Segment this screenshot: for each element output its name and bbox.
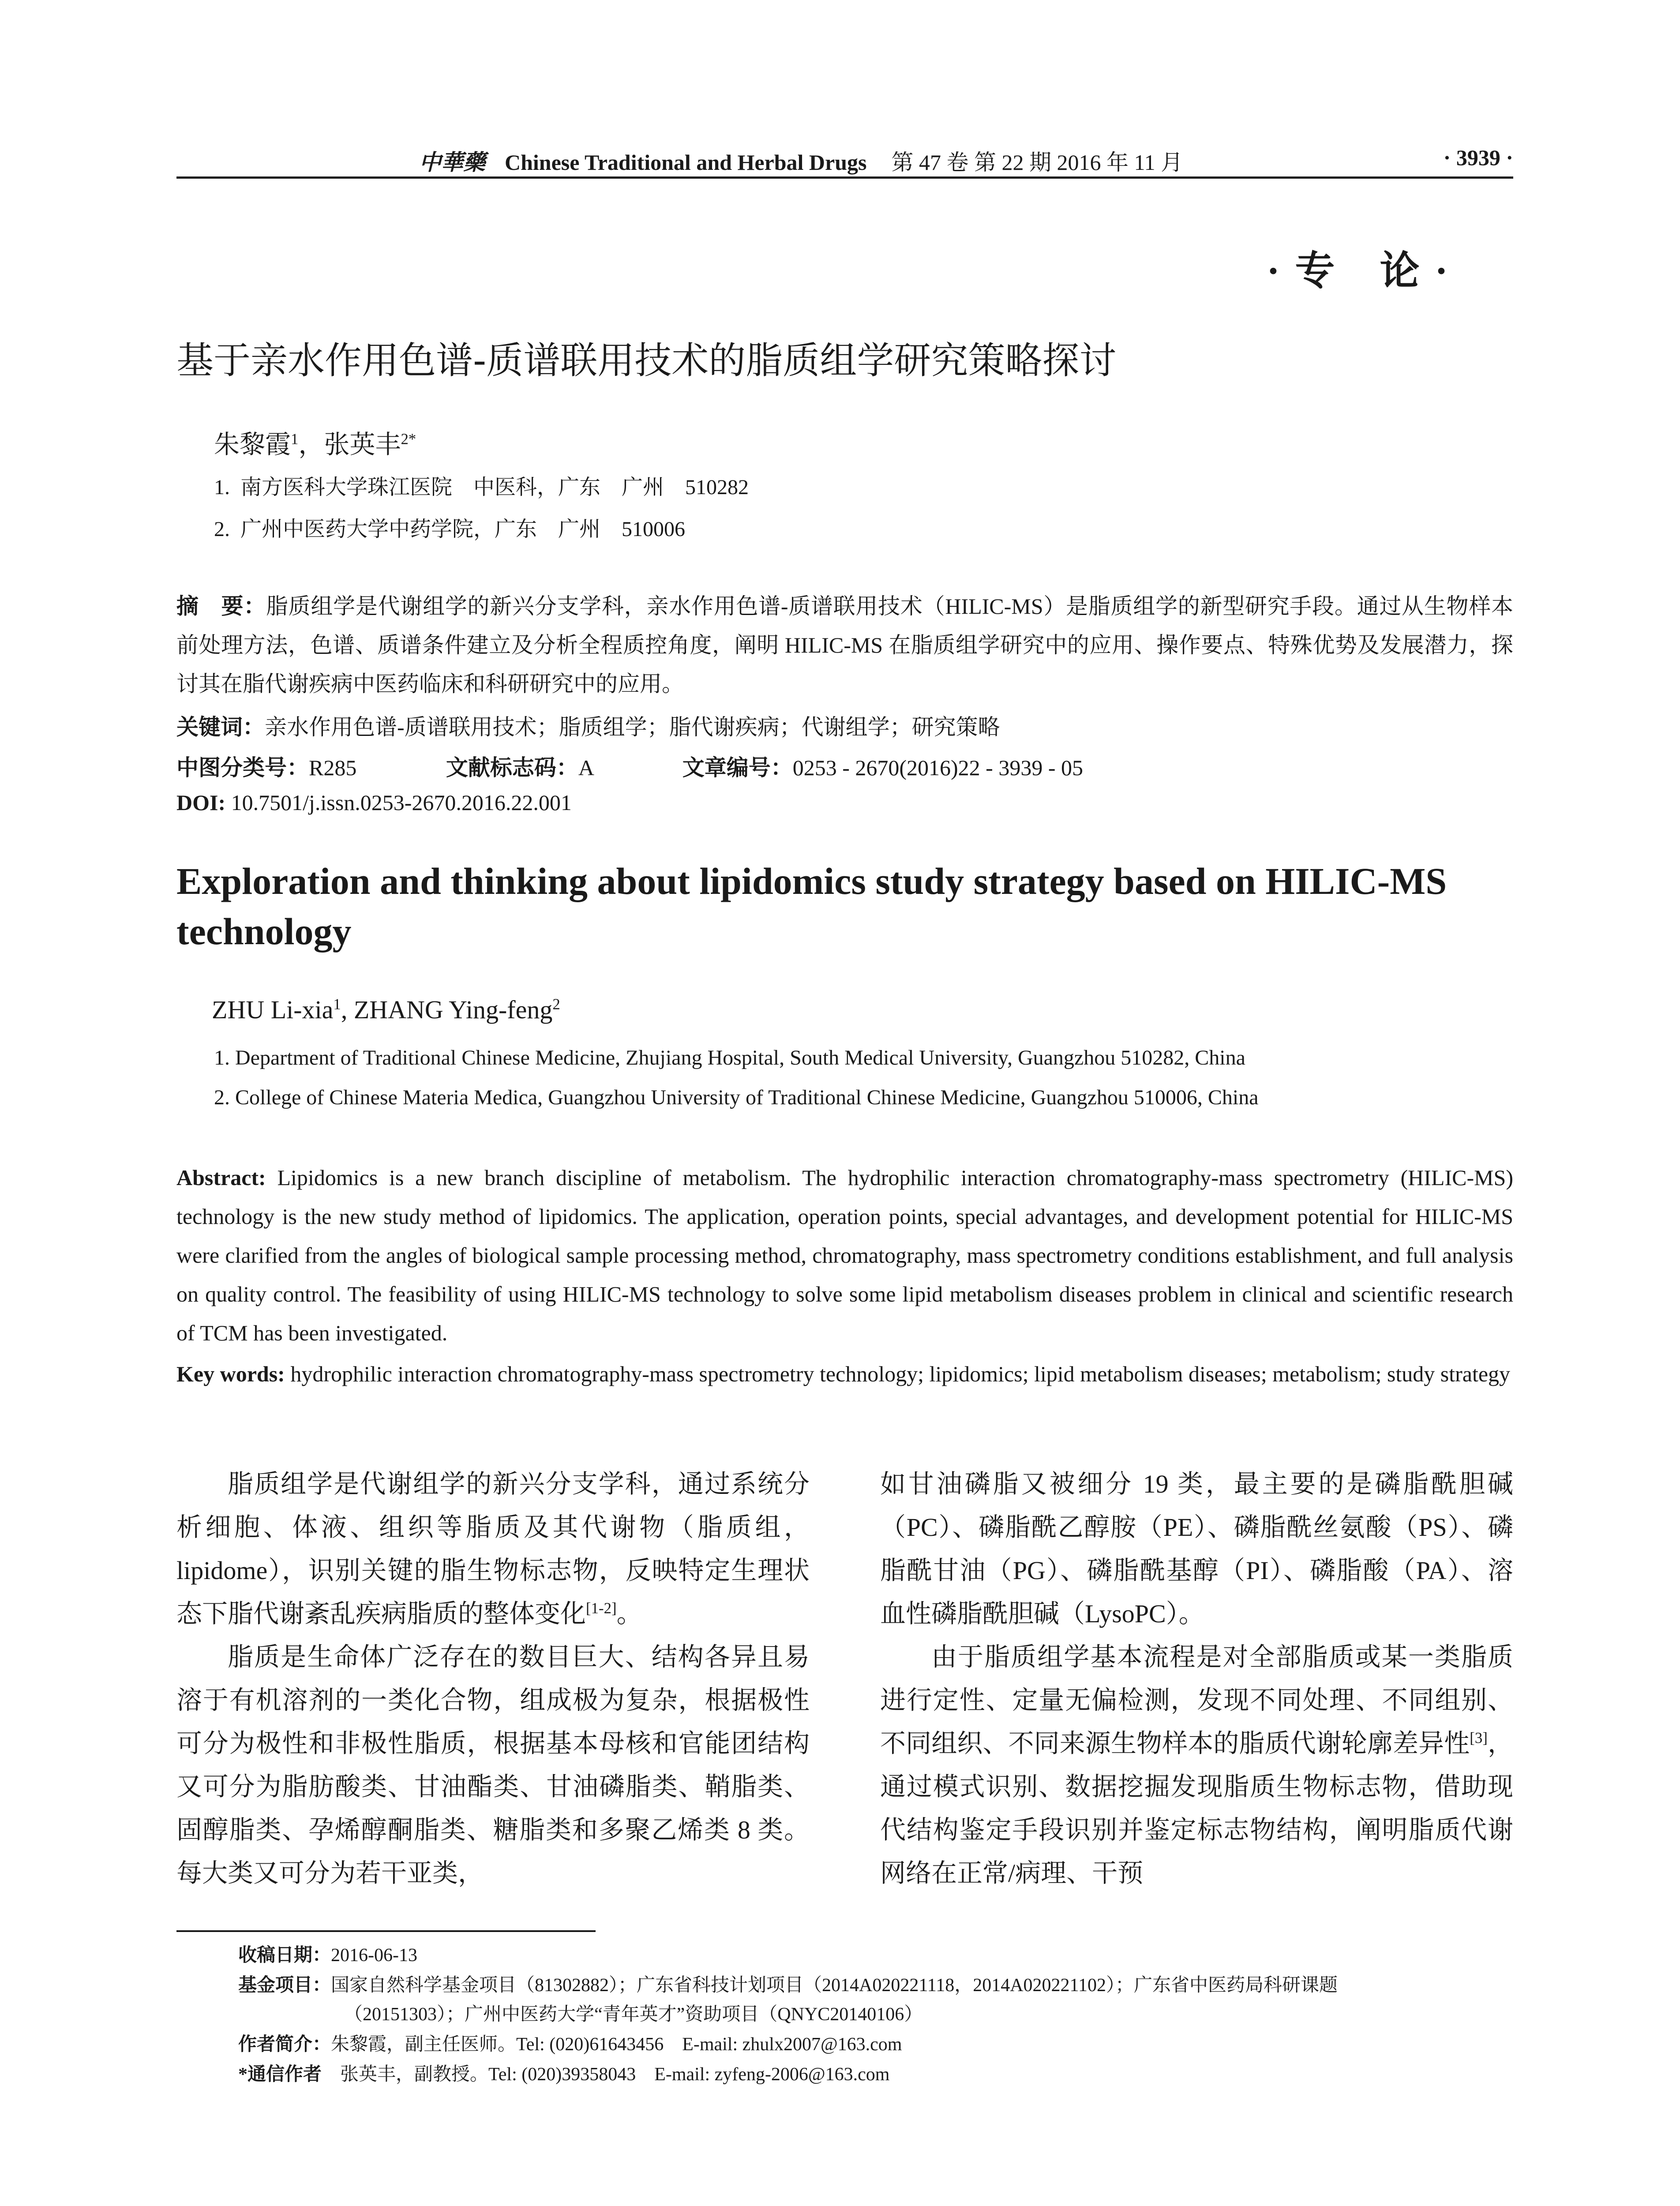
article-number-label: 文章编号： [682, 755, 793, 780]
title-cn: 基于亲水作用色谱-质谱联用技术的脂质组学研究策略探讨 [176, 339, 1117, 382]
affiliation-cn-2 [214, 512, 685, 542]
doi-label: DOI: [176, 790, 226, 815]
author-separator: ， [298, 430, 324, 459]
corresponding-label: *通信作者 [238, 2064, 322, 2085]
keywords-cn-label: 关键词： [176, 715, 265, 739]
paragraph-text: 脂质组学是代谢组学的新兴分支学科，通过系统分析细胞、体液、组织等脂质及其代谢物（脂质组，lipidome），识别关键的脂生物标志物，反映特定生理状态下脂代谢紊乱疾病脂质的整体变化 [176, 1470, 810, 1628]
abstract-en-label: Abstract: [176, 1165, 266, 1190]
author-affiliation-marker: 1 [291, 430, 299, 448]
paragraph-text: 如甘油磷脂又被细分 19 类，最主要的是磷脂酰胆碱（PC）、磷脂酰乙醇胺（PE）、磷脂酰丝氨酸（PS）、磷脂酰甘油（PG）、磷脂酰基醇（PI）、磷脂酸（PA）、溶血性磷脂酰胆碱（LysoPC）。 [880, 1470, 1513, 1628]
authors-cn [214, 424, 416, 461]
paragraph-text: 。 [616, 1599, 642, 1628]
paragraph-text: 由于脂质组学基本流程是对全部脂质或某一类脂质进行定性、定量无偏检测，发现不同处理、不同组别、不同组织、不同来源生物样本的脂质代谢轮廓差异性 [880, 1643, 1513, 1758]
journal-name-cn: 中華藥 [419, 149, 485, 175]
doi-line [176, 790, 572, 815]
bio-text: 朱黎霞，副主任医师。Tel: (020)61643456 E-mail: zhulx2007@163.com [331, 2034, 902, 2055]
column-label: · 专 论 · [1266, 249, 1451, 293]
keywords-en [176, 1354, 1513, 1393]
received-value: 2016-06-13 [331, 1945, 417, 1966]
footnote-fund-continued: （20151303）；广州中医药大学“青年英才”资助项目（QNYC20140106） [344, 2004, 923, 2025]
classification-line [176, 750, 1083, 782]
footnote-fund [238, 1971, 1338, 2000]
clc-label: 中图分类号： [176, 755, 309, 780]
doi-value: 10.7501/j.issn.0253-2670.2016.22.001 [231, 790, 572, 815]
keywords-en-text: hydrophilic interaction chromatography-mass spectrometry technology; lipidomics; lipid metabolism diseases; metabolism; study strategy [290, 1362, 1511, 1386]
article-number-value: 0253 - 2670(2016)22 - 3939 - 05 [792, 755, 1083, 780]
author-name: 朱黎霞 [214, 430, 291, 459]
abstract-cn-label: 摘 要： [176, 594, 266, 619]
author-name: ZHANG Ying-feng [353, 995, 553, 1024]
doc-code-label: 文献标志码： [446, 755, 578, 780]
footnote-corresponding [238, 2060, 889, 2089]
body-column-left [176, 1463, 810, 1895]
paragraph-text: 脂质是生命体广泛存在的数目巨大、结构各异且易溶于有机溶剂的一类化合物，组成极为复杂，根据极性可分为极性和非极性脂质，根据基本母核和官能团结构又可分为脂肪酸类、甘油酯类、甘油磷脂类、鞘脂类、固醇脂类、孕烯醇酮脂类、糖脂类和多聚乙烯类 8 类。每大类又可分为若干亚类， [176, 1643, 810, 1887]
footnote-rule [176, 1930, 596, 1932]
footnote-received [238, 1941, 417, 1970]
bio-label: 作者简介： [238, 2034, 331, 2055]
received-label: 收稿日期： [238, 1945, 331, 1966]
corresponding-text: 张英丰，副教授。Tel: (020)39358043 E-mail: zyfeng-2006@163.com [340, 2064, 890, 2085]
affiliation-en-1: 1. Department of Traditional Chinese Medicine, Zhujiang Hospital, South Medical University, Guangzhou 510282, China [214, 1046, 1245, 1069]
body-paragraph [176, 1463, 810, 1636]
author-separator: , [341, 995, 354, 1024]
abstract-en [176, 1158, 1513, 1352]
body-paragraph [880, 1463, 1513, 1636]
fund-text: 国家自然科学基金项目（81302882）；广东省科技计划项目（2014A020221118，2014A020221102）；广东省中医药局科研课题 [331, 1975, 1338, 1996]
affiliation-number: 1. [214, 476, 230, 499]
affiliation-text: 广州中医药大学中药学院，广东 广州 510006 [240, 518, 686, 541]
affiliation-cn-1 [214, 470, 749, 500]
page-number: · 3939 · [1443, 145, 1513, 170]
author-name: ZHU Li-xia [212, 995, 334, 1024]
citation-ref: [3] [1470, 1729, 1488, 1747]
abstract-cn-text: 脂质组学是代谢组学的新兴分支学科，亲水作用色谱-质谱联用技术（HILIC-MS）是脂质组学的新型研究手段。通过从生物样本前处理方法，色谱、质谱条件建立及分析全程质控角度，阐明 HILIC-MS 在脂质组学研究中的应用、操作要点、特殊优势及发展潜力，探讨其在脂代谢疾病中医药临床和科研研究中的应用。 [176, 594, 1513, 696]
abstract-cn [176, 587, 1513, 703]
affiliation-number: 2. [214, 518, 230, 541]
authors-en [212, 995, 560, 1024]
header-rule [176, 176, 1513, 179]
author-affiliation-marker: 2 [552, 995, 560, 1013]
fund-label: 基金项目： [238, 1975, 331, 1996]
running-header [176, 140, 1513, 176]
abstract-en-text: Lipidomics is a new branch discipline of metabolism. The hydrophilic interaction chromatography-mass spectrometry (HILIC-MS) technology is the new study method of lipidomics. The application, operation points, special advantages, and development potential for HILIC-MS were clarified from the angles of biological sample processing method, chromatography, mass spectrometry conditions establishment, and full analysis on quality control. The feasibility of using HILIC-MS technology to solve some lipid metabolism diseases problem in clinical and scientific research of TCM has been investigated. [176, 1165, 1514, 1345]
body-paragraph [880, 1636, 1513, 1895]
footnote-author-bio [238, 2030, 902, 2059]
body-paragraph [176, 1636, 810, 1895]
affiliation-en-2: 2. College of Chinese Materia Medica, Guangzhou University of Traditional Chinese Medicine, Guangzhou 510006, China [214, 1086, 1259, 1109]
affiliation-text: 南方医科大学珠江医院 中医科，广东 广州 510282 [240, 476, 749, 499]
title-en: Exploration and thinking about lipidomics study strategy based on HILIC-MS technology [176, 860, 1447, 953]
volume-info: 第 47 卷 第 22 期 2016 年 11 月 [891, 150, 1183, 175]
running-header-title [419, 145, 1183, 176]
keywords-cn [176, 709, 1000, 741]
citation-ref: [1-2] [586, 1599, 617, 1617]
doc-code-value: A [578, 755, 593, 780]
paragraph-text: ，通过模式识别、数据挖掘发现脂质生物标志物，借助现代结构鉴定手段识别并鉴定标志物结构，阐明脂质代谢网络在正常/病理、干预 [880, 1729, 1513, 1887]
author-name: 张英丰 [324, 430, 401, 459]
author-affiliation-marker: 2* [401, 430, 416, 448]
author-affiliation-marker: 1 [333, 995, 341, 1013]
keywords-en-label: Key words: [176, 1362, 285, 1386]
body-column-right [880, 1463, 1513, 1895]
journal-name-en: Chinese Traditional and Herbal Drugs [505, 150, 867, 175]
keywords-cn-text: 亲水作用色谱-质谱联用技术；脂质组学；脂代谢疾病；代谢组学；研究策略 [265, 715, 1000, 739]
clc-value: R285 [309, 755, 357, 780]
